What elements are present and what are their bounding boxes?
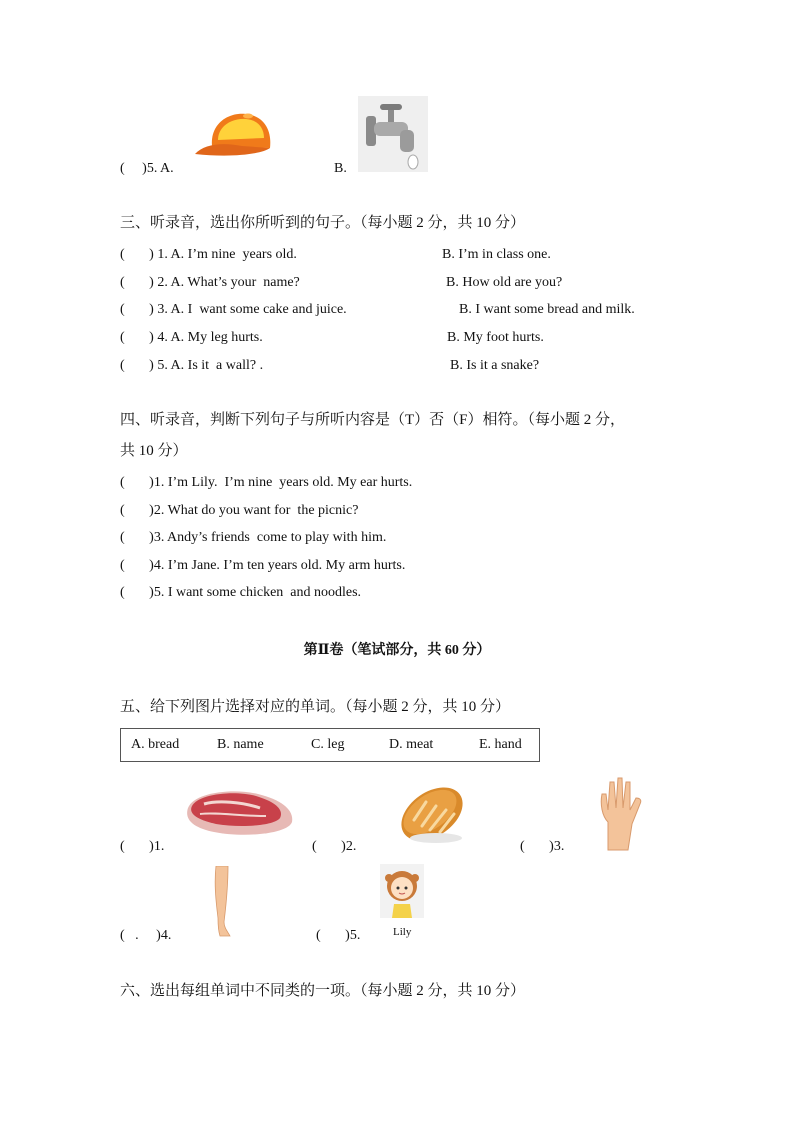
option-b: B. name [217, 737, 264, 752]
s3-item3-a: ( ) 3. A. I want some cake and juice. [120, 302, 347, 317]
part2-title: 第Ⅱ卷（笔试部分，共 60 分） [303, 643, 491, 658]
item5-prefix: ( )5. A. [120, 161, 174, 176]
bread-picture [396, 776, 468, 848]
option-a: A. bread [131, 737, 180, 752]
section4-title-line1: 四、听录音，判断下列句子与所听内容是（T）否（F）相符。（每小题 2 分， [120, 412, 626, 428]
option-e: E. hand [479, 737, 522, 752]
s5-item1: ( )1. [120, 839, 165, 854]
s3-item1-a: ( ) 1. A. I’m nine years old. [120, 247, 297, 262]
s3-item1-b: B. I’m in class one. [442, 247, 551, 262]
s4-item2: ( )2. What do you want for the picnic? [120, 503, 359, 518]
s5-item5: ( )5. [316, 928, 361, 943]
s3-item2-b: B. How old are you? [446, 275, 563, 290]
section3-title: 三、听录音，选出你所听到的句子。（每小题 2 分，共 10 分） [120, 215, 526, 231]
s4-item3: ( )3. Andy’s friends come to play with him. [120, 530, 387, 545]
lily-picture [380, 864, 424, 918]
s3-item5-a: ( ) 5. A. Is it a wall? . [120, 358, 264, 373]
faucet-picture [358, 96, 428, 172]
hand-picture [596, 776, 646, 852]
lily-caption: Lily [393, 926, 412, 938]
section5-title: 五、给下列图片选择对应的单词。（每小题 2 分，共 10 分） [120, 699, 511, 715]
s3-item4-a: ( ) 4. A. My leg hurts. [120, 330, 263, 345]
s4-item5: ( )5. I want some chicken and noodles. [120, 585, 362, 600]
leg-picture [210, 866, 236, 938]
option-d: D. meat [389, 737, 434, 752]
item5-b-label: B. [334, 161, 347, 176]
section6-title: 六、选出每组单词中不同类的一项。（每小题 2 分，共 10 分） [120, 983, 526, 999]
s5-item2: ( )2. [312, 839, 357, 854]
s3-item2-a: ( ) 2. A. What’s your name? [120, 275, 300, 290]
s3-item3-b: B. I want some bread and milk. [459, 302, 635, 317]
meat-picture [184, 786, 296, 840]
s5-item4: ( . )4. [120, 928, 172, 943]
s3-item5-b: B. Is it a snake? [450, 358, 540, 373]
s4-item1: ( )1. I’m Lily. I’m nine years old. My ear hurts. [120, 475, 413, 490]
s4-item4: ( )4. I’m Jane. I’m ten years old. My arm hurts. [120, 558, 406, 573]
section4-title-line2: 共 10 分） [120, 443, 188, 459]
s5-item3: ( )3. [520, 839, 565, 854]
word-options-box [120, 728, 540, 762]
s3-item4-b: B. My foot hurts. [447, 330, 544, 345]
cap-picture [192, 110, 274, 162]
option-c: C. leg [311, 737, 345, 752]
